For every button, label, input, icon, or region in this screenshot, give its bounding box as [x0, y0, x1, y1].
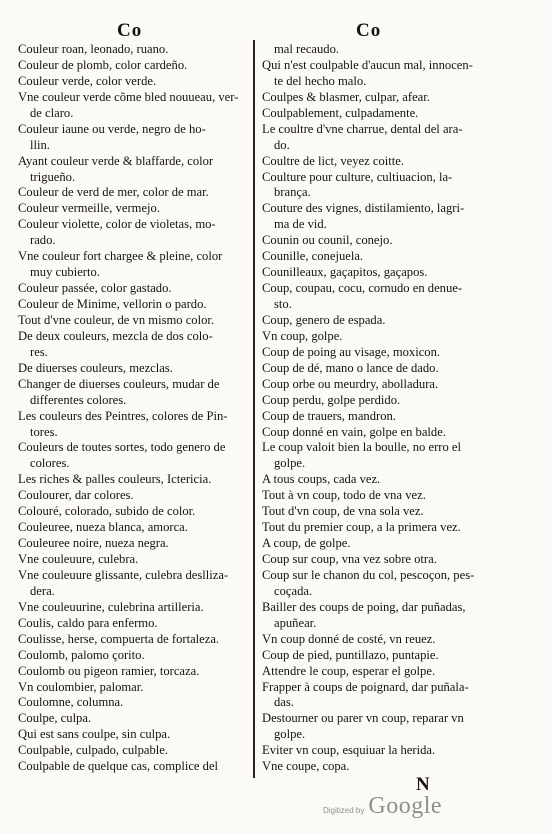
entry-line: Coup donné en vain, golpe en balde.	[262, 424, 446, 439]
entry-line: brança.	[274, 185, 311, 200]
column-divider	[253, 40, 255, 778]
entry-line: apuñear.	[274, 615, 317, 630]
entry-line: trigueño.	[30, 169, 76, 184]
right-column	[262, 42, 490, 775]
entry-line: Qui n'est coulpable d'aucun mal, innocen-	[262, 57, 473, 72]
entry-line: Vne couleuure, culebra.	[18, 552, 139, 566]
entry-line: Coup orbe ou meurdry, abolladura.	[262, 376, 439, 391]
entry-line: Tout du premier coup, a la primera vez.	[262, 520, 461, 535]
entry-line: Couleur iaune ou verde, negro de ho-	[18, 121, 206, 136]
entry-line: Coulomb ou pigeon ramier, torcaza.	[18, 663, 200, 678]
entry-line: Coulpe, culpa.	[18, 711, 92, 726]
entry-line: Vn coulombier, palomar.	[18, 679, 144, 694]
entry-line: Coulpable de quelque cas, complice del	[18, 759, 219, 774]
entry-line: Tout d'vne couleur, de vn mismo color.	[18, 312, 215, 327]
entry-line: De deux couleurs, mezcla de dos colo-	[18, 328, 213, 343]
entry-line: Changer de diuerses couleurs, mudar de	[18, 376, 220, 391]
entry-line: Coup de dé, mano o lance de dado.	[262, 360, 439, 375]
entry-line: Coup de poing au visage, moxicon.	[262, 344, 441, 359]
entry-line: Ayant couleur verde & blaffarde, color	[18, 153, 214, 168]
entry-line: Couleuree noire, nueza negra.	[18, 536, 169, 551]
entry-line: Couleur passée, color gastado.	[18, 281, 172, 296]
entry-line: llin.	[30, 137, 50, 152]
entry-line: rado.	[30, 233, 56, 248]
entry-line: Vn coup, golpe.	[262, 328, 343, 343]
entry-line: Coulpable, culpado, culpable.	[18, 743, 169, 758]
entry-line: Coulpes & blasmer, culpar, afear.	[262, 89, 430, 104]
entry-line: te del hecho malo.	[274, 73, 367, 88]
entry-line: tores.	[30, 424, 58, 439]
entry-line: Vne couleuurine, culebrina artilleria.	[18, 599, 204, 614]
watermark-digitized-by: Digitized by	[323, 806, 365, 815]
entry-line: Frapper à coups de poignard, dar puñala-	[262, 679, 469, 694]
entry-line: A tous coups, cada vez.	[262, 472, 381, 487]
entry-line: Coulomne, columna.	[18, 695, 124, 710]
entry-line: das.	[274, 695, 294, 710]
entry-line: Qui est sans coulpe, sin culpa.	[18, 727, 171, 742]
entry-line: Vn coup donné de costé, vn reuez.	[262, 631, 436, 646]
signature-mark: N	[416, 774, 430, 795]
entry-line: Counilleaux, gaçapitos, gaçapos.	[262, 265, 428, 280]
entry-line: Couleuree, nueza blanca, amorca.	[18, 520, 188, 535]
entry-line: Les riches & palles couleurs, Ictericia.	[18, 472, 212, 487]
entry-line: coçada.	[274, 583, 313, 598]
entry-line: Coup, coupau, cocu, cornudo en denue-	[262, 281, 463, 296]
entry-line: Couleur vermeille, vermejo.	[18, 201, 160, 216]
entry-line: Vne couleuure glissante, culebra deslliza-	[18, 567, 229, 582]
entry-line: Coup sur coup, vna vez sobre otra.	[262, 552, 437, 566]
google-watermark	[323, 793, 442, 820]
entry-line: Couture des vignes, distilamiento, lagri-	[262, 201, 465, 216]
entry-line: Coup, genero de espada.	[262, 312, 386, 327]
entry-line: Counin ou counil, conejo.	[262, 233, 393, 248]
entry-line: Coulis, caldo para enfermo.	[18, 615, 158, 630]
entry-line: A coup, de golpe.	[262, 536, 351, 551]
entry-line: mal recaudo.	[274, 42, 340, 56]
entry-line: Coulpablement, culpadamente.	[262, 105, 419, 120]
entry-line: Vne coupe, copa.	[262, 759, 350, 774]
running-header-left: Co	[117, 20, 143, 41]
entry-line: Couleur de verd de mer, color de mar.	[18, 185, 209, 200]
entry-line: Vne couleur verde cõme bled nouueau, ver-	[18, 89, 239, 104]
entry-line: de claro.	[30, 105, 74, 120]
entry-line: Colouré, colorado, subido de color.	[18, 504, 196, 519]
watermark-google-logo: Google	[368, 793, 443, 819]
entry-line: differentes colores.	[30, 392, 127, 407]
entry-line: Coulomb, palomo çorito.	[18, 647, 145, 662]
entry-line: Tout d'vn coup, de vna sola vez.	[262, 504, 424, 519]
left-column	[18, 42, 246, 775]
entry-line: Le coultre d'vne charrue, dental del ara-	[262, 121, 463, 136]
entry-line: Couleurs de toutes sortes, todo genero de	[18, 440, 226, 455]
entry-line: Couleur violette, color de violetas, mo-	[18, 217, 216, 232]
entry-line: Counille, conejuela.	[262, 249, 364, 264]
entry-line: Attendre le coup, esperar el golpe.	[262, 663, 436, 678]
entry-line: res.	[30, 344, 48, 359]
entry-line: Coulourer, dar colores.	[18, 488, 134, 503]
entry-line: Le coup valoit bien la boulle, no erro el	[262, 440, 461, 455]
entry-line: golpe.	[274, 456, 306, 471]
entry-line: Couleur de plomb, color cardeño.	[18, 57, 188, 72]
entry-line: do.	[274, 137, 290, 152]
entry-line: Bailler des coups de poing, dar puñadas,	[262, 599, 466, 614]
running-header-right: Co	[356, 20, 382, 41]
entry-line: dera.	[30, 583, 55, 598]
entry-line: Couleur de Minime, vellorin o pardo.	[18, 297, 207, 311]
entry-line: Couleur roan, leonado, ruano.	[18, 42, 169, 56]
entry-line: Vne couleur fort chargee & pleine, color	[18, 249, 223, 264]
entry-line: Coup de trauers, mandron.	[262, 408, 396, 423]
entry-line: Coultre de lict, veyez coitte.	[262, 153, 404, 168]
entry-line: Coup sur le chanon du col, pescoçon, pes-	[262, 567, 475, 582]
entry-line: Coup de pied, puntillazo, puntapie.	[262, 647, 439, 662]
entry-line: golpe.	[274, 727, 306, 742]
entry-line: De diuerses couleurs, mezclas.	[18, 360, 173, 375]
entry-line: Eviter vn coup, esquiuar la herida.	[262, 743, 436, 758]
entry-line: Tout à vn coup, todo de vna vez.	[262, 488, 426, 503]
entry-line: muy cubierto.	[30, 265, 100, 280]
entry-line: Couleur verde, color verde.	[18, 73, 157, 88]
entry-line: ma de vid.	[274, 217, 327, 232]
entry-line: Coulture pour culture, cultiuacion, la-	[262, 169, 453, 184]
entry-line: Destourner ou parer vn coup, reparar vn	[262, 711, 464, 726]
entry-line: Les couleurs des Peintres, colores de Pin-	[18, 408, 228, 423]
entry-line: sto.	[274, 297, 292, 311]
entry-line: Coulisse, herse, compuerta de fortaleza.	[18, 631, 220, 646]
entry-line: colores.	[30, 456, 70, 471]
entry-line: Coup perdu, golpe perdido.	[262, 392, 401, 407]
